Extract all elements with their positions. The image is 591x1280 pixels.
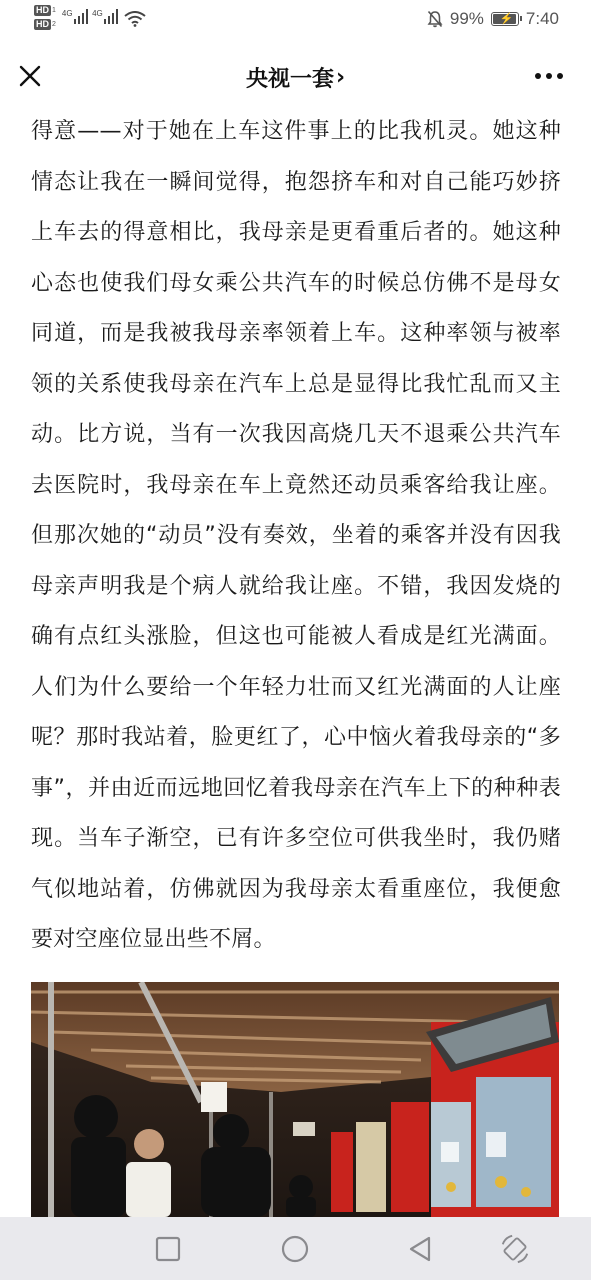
article-paragraph: 得意——对于她在上车这件事上的比我机灵。她这种情态让我在一瞬间觉得，抱怨挤车和对自己能巧妙挤上车去的得意相比，我母亲是更看重后者的。她这种心态也使我们母女乘公共汽车的时候总仿佛不是母女同道，而是我被我母亲率领着上车。这种率领与被率领的关系使我母亲在汽车上总是显得比我忙乱而又主动。比方说，当有一次我因高烧几天不退乘公共汽车去医院时，我母亲在车上竟然还动员乘客给我让座。但那次她的“动员”没有奏效，坐着的乘客并没有因我母亲声明我是个病人就给我让座。不错，我因发烧的确有点红头涨脸，但这也可能被人看成是红光满面。人们为什么要给一个年轻力壮而又红光满面的人让座呢？那时我站着，脸更红了，心中恼火着我母亲的“多事”，并由近而远地回忆着我母亲在汽车上下的种种表现。当车子渐空，已有许多空位可供我坐时，我仍赌气似地站着，仿佛就因为我母亲太看重座位，我便愈要对空座位显出些不屑。 xyxy=(31,119,561,952)
hd-icon: HD 1 xyxy=(36,5,56,15)
back-triangle-icon xyxy=(407,1235,433,1263)
signal-icon: 4G xyxy=(92,9,118,24)
status-time: 7:40 xyxy=(525,9,559,28)
status-right xyxy=(427,9,559,29)
status-bar xyxy=(0,0,591,42)
home-button[interactable] xyxy=(279,1233,311,1265)
chevron-right-icon: › xyxy=(335,65,346,90)
rotate-button[interactable] xyxy=(499,1233,531,1265)
article-body xyxy=(31,108,561,966)
status-left xyxy=(34,5,146,30)
battery-charging-icon: ⚡ xyxy=(491,12,519,26)
wifi-icon xyxy=(124,11,146,27)
bus-interior-photo xyxy=(31,982,559,1217)
close-icon xyxy=(19,65,41,87)
battery-percent: 99% xyxy=(449,9,484,28)
back-button[interactable] xyxy=(404,1233,436,1265)
hd-indicators xyxy=(34,5,56,30)
account-name: 央视一套 xyxy=(245,67,334,92)
signal-icon: 4G xyxy=(62,9,88,24)
more-button[interactable] xyxy=(529,62,569,90)
system-navigation-bar xyxy=(0,1217,591,1280)
nav-bar xyxy=(0,48,591,108)
article-image[interactable] xyxy=(31,982,559,1217)
close-button[interactable] xyxy=(14,60,46,92)
recents-square-icon xyxy=(155,1236,181,1262)
more-icon xyxy=(534,72,564,80)
mute-icon xyxy=(427,10,443,28)
rotate-icon xyxy=(499,1232,531,1266)
page-title xyxy=(0,62,591,93)
account-name-link[interactable] xyxy=(246,62,345,93)
home-circle-icon xyxy=(281,1235,309,1263)
recents-button[interactable] xyxy=(152,1233,184,1265)
hd-icon: HD 2 xyxy=(36,19,56,29)
